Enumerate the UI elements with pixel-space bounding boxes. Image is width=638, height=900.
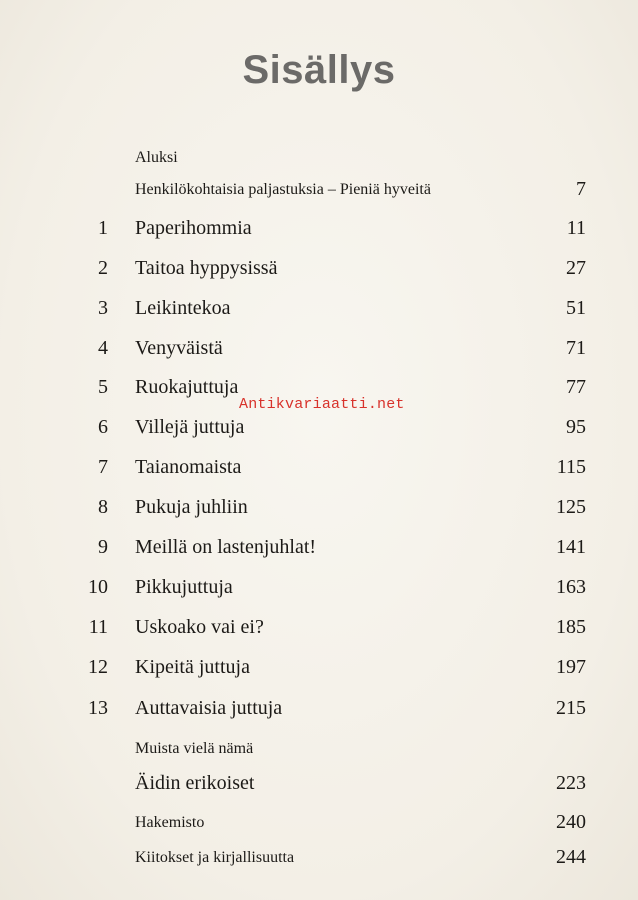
toc-row	[0, 337, 638, 367]
toc-row	[0, 737, 638, 767]
chapter-title: Kiitokset ja kirjallisuutta	[135, 849, 295, 866]
chapter-number: 10	[88, 576, 108, 598]
chapter-number: 7	[98, 456, 108, 478]
page-number: 185	[556, 616, 586, 638]
chapter-title: Leikintekoa	[135, 297, 231, 319]
page-title: Sisällys	[242, 48, 396, 92]
chapter-title: Venyväistä	[135, 337, 223, 359]
page-number: 141	[556, 536, 586, 558]
chapter-title: Meillä on lastenjuhlat!	[135, 536, 317, 558]
page-number: 240	[556, 811, 586, 833]
toc-row	[0, 217, 638, 247]
chapter-title: Hakemisto	[135, 814, 205, 831]
page-number: 125	[556, 496, 586, 518]
toc-row	[0, 656, 638, 686]
chapter-title: Paperihommia	[135, 217, 252, 239]
toc-row	[0, 697, 638, 727]
toc-row	[0, 536, 638, 566]
page-number: 223	[556, 772, 586, 794]
toc-row	[0, 178, 638, 208]
page-number: 115	[556, 456, 586, 478]
chapter-number: 12	[88, 656, 108, 678]
chapter-title: Henkilökohtaisia paljastuksia – Pieniä hyveitä	[135, 181, 431, 198]
toc-row	[0, 496, 638, 526]
chapter-number: 13	[88, 697, 108, 719]
page-number: 11	[566, 217, 586, 239]
page-number: 71	[566, 337, 586, 359]
chapter-title: Äidin erikoiset	[135, 772, 255, 794]
page-number: 163	[556, 576, 586, 598]
chapter-title: Ruokajuttuja	[135, 376, 239, 398]
toc-row	[0, 576, 638, 606]
chapter-number: 2	[98, 257, 108, 279]
chapter-number: 8	[98, 496, 108, 518]
toc-row	[0, 257, 638, 287]
watermark: Antikvariaatti.net	[239, 396, 405, 413]
page-number: 27	[566, 257, 586, 279]
chapter-number: 1	[98, 217, 108, 239]
chapter-title: Taitoa hyppysissä	[135, 257, 278, 279]
chapter-number: 9	[98, 536, 108, 558]
chapter-title: Muista vielä nämä	[135, 740, 254, 757]
toc-row	[0, 616, 638, 646]
page-number: 197	[556, 656, 586, 678]
chapter-number: 3	[98, 297, 108, 319]
toc-row	[0, 846, 638, 876]
toc-row	[0, 416, 638, 446]
chapter-number: 6	[98, 416, 108, 438]
page-number: 95	[566, 416, 586, 438]
toc-row	[0, 146, 638, 176]
chapter-number: 11	[88, 616, 108, 638]
page-number: 7	[576, 178, 586, 200]
chapter-number: 4	[98, 337, 108, 359]
chapter-title: Taianomaista	[135, 456, 242, 478]
page-number: 51	[566, 297, 586, 319]
chapter-title: Auttavaisia juttuja	[135, 697, 283, 719]
chapter-title: Uskoako vai ei?	[135, 616, 264, 638]
page-number: 215	[556, 697, 586, 719]
chapter-number: 5	[98, 376, 108, 398]
toc-row	[0, 456, 638, 486]
page-number: 77	[566, 376, 586, 398]
chapter-title: Pikkujuttuja	[135, 576, 233, 598]
toc-row	[0, 297, 638, 327]
chapter-title: Kipeitä juttuja	[135, 656, 250, 678]
chapter-title: Villejä juttuja	[135, 416, 245, 438]
chapter-title: Pukuja juhliin	[135, 496, 248, 518]
page-number: 244	[556, 846, 586, 868]
toc-row	[0, 772, 638, 802]
chapter-title: Aluksi	[135, 149, 178, 166]
toc-row	[0, 811, 638, 841]
